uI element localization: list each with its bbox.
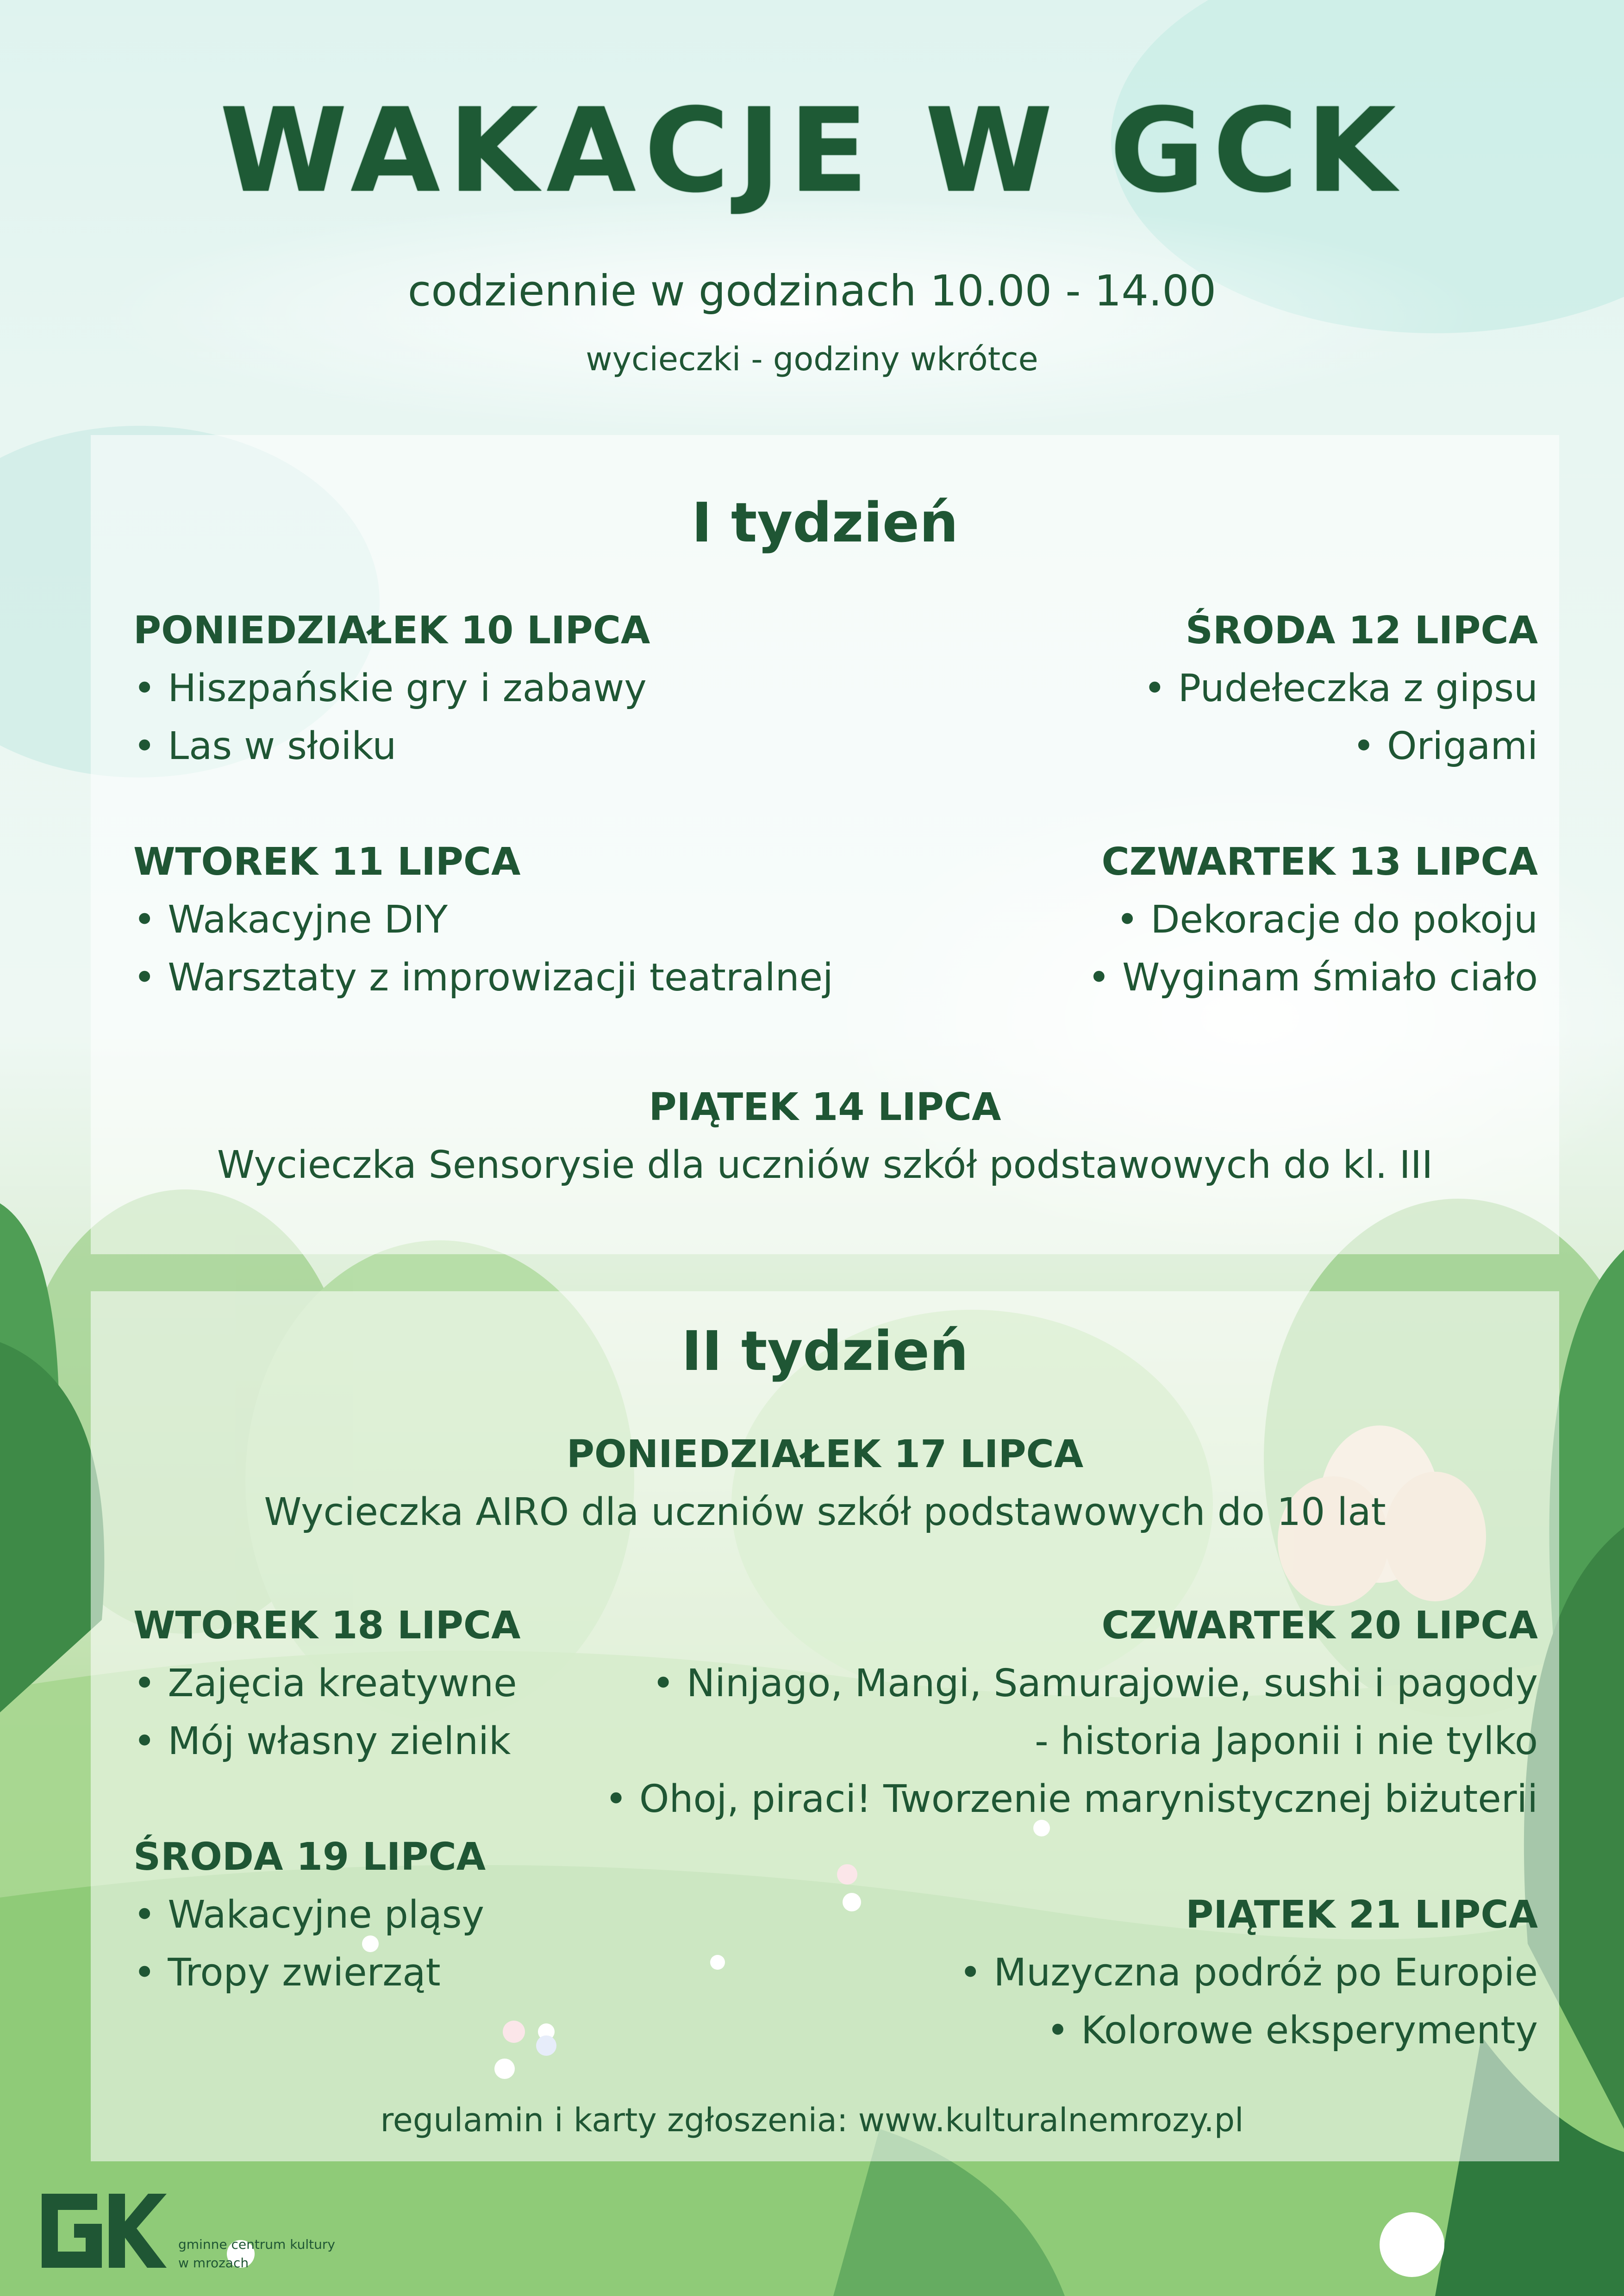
week2-friday-heading: PIĄTEK 21 LIPCA [1186, 1893, 1538, 1937]
week2-thursday-heading: CZWARTEK 20 LIPCA [1101, 1604, 1538, 1648]
week1-friday-heading: PIĄTEK 14 LIPCA [649, 1085, 1001, 1129]
week2-wednesday-heading: ŚRODA 19 LIPCA [133, 1835, 486, 1879]
week2-tuesday-heading: WTOREK 18 LIPCA [133, 1604, 521, 1648]
week2-friday-item: • Muzyczna podróż po Europie [959, 1951, 1538, 1995]
logo-caption [178, 2235, 335, 2272]
week2-thursday-item: - historia Japonii i nie tylko [1035, 1719, 1538, 1763]
week2-friday-item: • Kolorowe eksperymenty [1046, 2009, 1538, 2053]
week2-wednesday-item: • Tropy zwierząt [133, 1951, 441, 1995]
week1-friday-item: Wycieczka Sensorysie dla uczniów szkół podstawowych do kl. III [217, 1143, 1433, 1187]
week2-tuesday-item: • Zajęcia kreatywne [133, 1661, 517, 1705]
week1-monday-item: • Hiszpańskie gry i zabawy [133, 666, 647, 710]
week2-monday-heading: PONIEDZIAŁEK 17 LIPCA [566, 1432, 1084, 1476]
week2-title: II tydzień [681, 1319, 968, 1383]
week1-thursday-heading: CZWARTEK 13 LIPCA [1101, 840, 1538, 884]
week1-tuesday-heading: WTOREK 11 LIPCA [133, 840, 521, 884]
logo-caption-line1: gminne centrum kultury [178, 2237, 335, 2252]
week1-monday-heading: PONIEDZIAŁEK 10 LIPCA [133, 609, 650, 653]
week2-tuesday-item: • Mój własny zielnik [133, 1719, 511, 1763]
logo-caption-line2: w mrozach [178, 2255, 249, 2271]
page-title: WAKACJE W GCK [219, 83, 1405, 218]
week1-wednesday-heading: ŚRODA 12 LIPCA [1185, 609, 1538, 653]
week1-tuesday-item: • Warsztaty z improwizacji teatralnej [133, 956, 833, 1000]
week1-tuesday-item: • Wakacyjne DIY [133, 898, 448, 942]
gck-logo [32, 2184, 171, 2277]
week1-monday-item: • Las w słoiku [133, 724, 397, 768]
week2-thursday-item: • Ohoj, piraci! Tworzenie marynistycznej biżuterii [605, 1777, 1538, 1821]
schedule-hours: codziennie w godzinach 10.00 - 14.00 [407, 266, 1217, 316]
week1-wednesday-item: • Pudełeczka z gipsu [1143, 666, 1538, 710]
week1-title: I tydzień [692, 491, 958, 554]
week1-thursday-item: • Wyginam śmiało ciało [1087, 956, 1538, 1000]
week2-thursday-item: • Ninjago, Mangi, Samurajowie, sushi i pagody [652, 1661, 1538, 1705]
week2-monday-item: Wycieczka AIRO dla uczniów szkół podstawowych do 10 lat [264, 1490, 1386, 1534]
week1-thursday-item: • Dekoracje do pokoju [1116, 898, 1538, 942]
week1-wednesday-item: • Origami [1352, 724, 1538, 768]
trips-note: wycieczki - godziny wkrótce [586, 340, 1038, 378]
week2-wednesday-item: • Wakacyjne pląsy [133, 1893, 485, 1937]
registration-info: regulamin i karty zgłoszenia: www.kulturalnemrozy.pl [380, 2101, 1244, 2139]
